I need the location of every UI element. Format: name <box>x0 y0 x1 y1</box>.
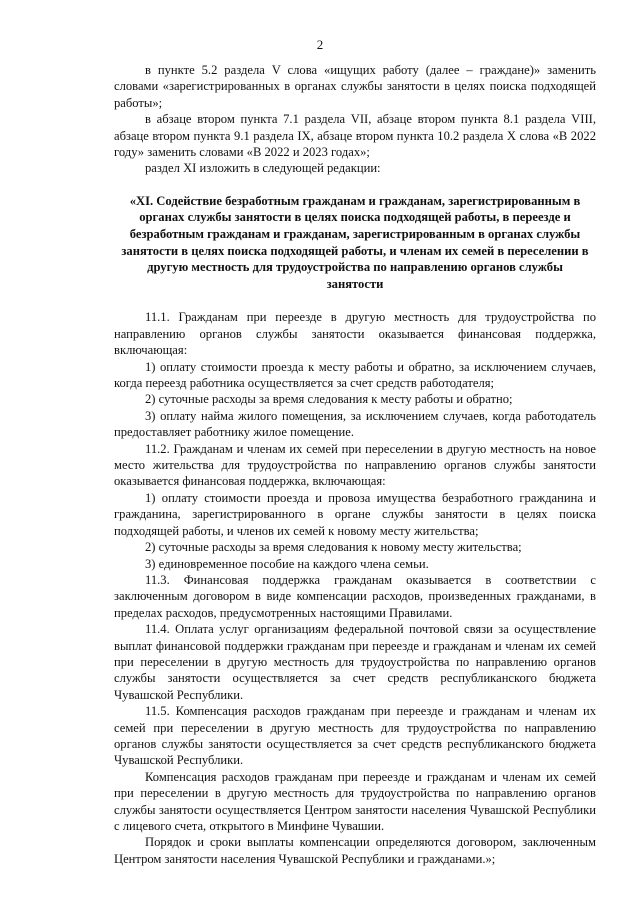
body-paragraph: 1) оплату стоимости проезда и провоза имущества безработного гражданина и гражданина, зарегистрированного в органе службы занятости в целях поиска подходящей работы, и членов их семей к новому месту жительства; <box>114 490 596 538</box>
body-paragraph: 11.2. Гражданам и членам их семей при переселении в другую местность на новое место жительства для трудоустройства по направлению органов службы занятости оказывается финансовая поддержка, включающая: <box>114 441 596 489</box>
amendment-paragraph: раздел XI изложить в следующей редакции: <box>145 161 381 176</box>
body-paragraph: 3) единовременное пособие на каждого члена семьи. <box>145 556 429 571</box>
body-paragraph: 2) суточные расходы за время следования к новому месту жительства; <box>145 540 522 555</box>
body-paragraph: 1) оплату стоимости проезда к месту работы и обратно, за исключением случаев, когда переезд работника осуществляется за счет средств работодателя; <box>114 359 596 391</box>
page-number: 2 <box>316 37 324 52</box>
body-paragraph: Порядок и сроки выплаты компенсации определяются договором, заключенным Центром занятости населения Чувашской Республики и гражданами.»; <box>114 835 596 866</box>
body-paragraph: 11.5. Компенсация расходов гражданам при переезде и гражданам и членам их семей при переселении в другую местность для трудоустройства по направлению органов службы занятости осуществляется за счет средств республиканского бюджета Чувашской Республики. <box>114 704 596 768</box>
body-paragraph: 11.3. Финансовая поддержка гражданам оказывается в соответствии с заключенным договором в виде компенсации расходов, произведенных гражданами, в пределах расходов, предусмотренных настоящими Правилами. <box>114 572 596 620</box>
body-paragraph: Компенсация расходов гражданам при переезде и гражданам и членам их семей при переселении в другую местность для трудоустройства по направлению органов службы занятости осуществляется Центром занятости населения Чувашской Республики с лицевого счета, открытого в Минфине Чувашии. <box>114 769 596 833</box>
document-body <box>114 62 596 867</box>
amendment-paragraph: в абзаце втором пункта 7.1 раздела VII, абзаце втором пункта 8.1 раздела VIII, абзаце втором пункта 9.1 раздела IX, абзаце втором пункта 10.2 раздела X слова «В 2022 году» заменить словами «В 2022 и 2023 годах»; <box>114 112 596 160</box>
body-paragraph: 11.4. Оплата услуг организациям федеральной почтовой связи за осуществление выплат финансовой поддержки гражданам при переезде и гражданам и членам их семей при переселении в другую местность для трудоустройства по направлению органов службы занятости осуществляется за счет средств республиканского бюджета Чувашской Республики. <box>114 622 596 702</box>
body-paragraph: 11.1. Гражданам при переезде в другую местность для трудоустройства по направлению органов службы занятости оказывается финансовая поддержка, включающая: <box>114 310 596 358</box>
spacer <box>114 292 596 309</box>
section-heading: «XI. Содействие безработным гражданам и гражданам, зарегистрированным в органах службы занятости в целях поиска подходящей работы, в переезде и безработным гражданам и гражданам, зарегистрированным в органах службы занятости в целях поиска подходящей работы, и членам их семей в переселении в другую местность для трудоустройства по направлению органов службы занятости <box>121 193 589 291</box>
amendment-paragraph: в пункте 5.2 раздела V слова «ищущих работу (далее – граждане)» заменить словами «зарегистрированных в органах службы занятости в целях поиска подходящей работы»; <box>114 63 596 110</box>
spacer <box>114 177 596 193</box>
body-paragraph: 2) суточные расходы за время следования к месту работы и обратно; <box>145 392 513 407</box>
body-paragraph: 3) оплату найма жилого помещения, за исключением случаев, когда работодатель предоставляет работнику жилое помещение. <box>114 408 596 440</box>
